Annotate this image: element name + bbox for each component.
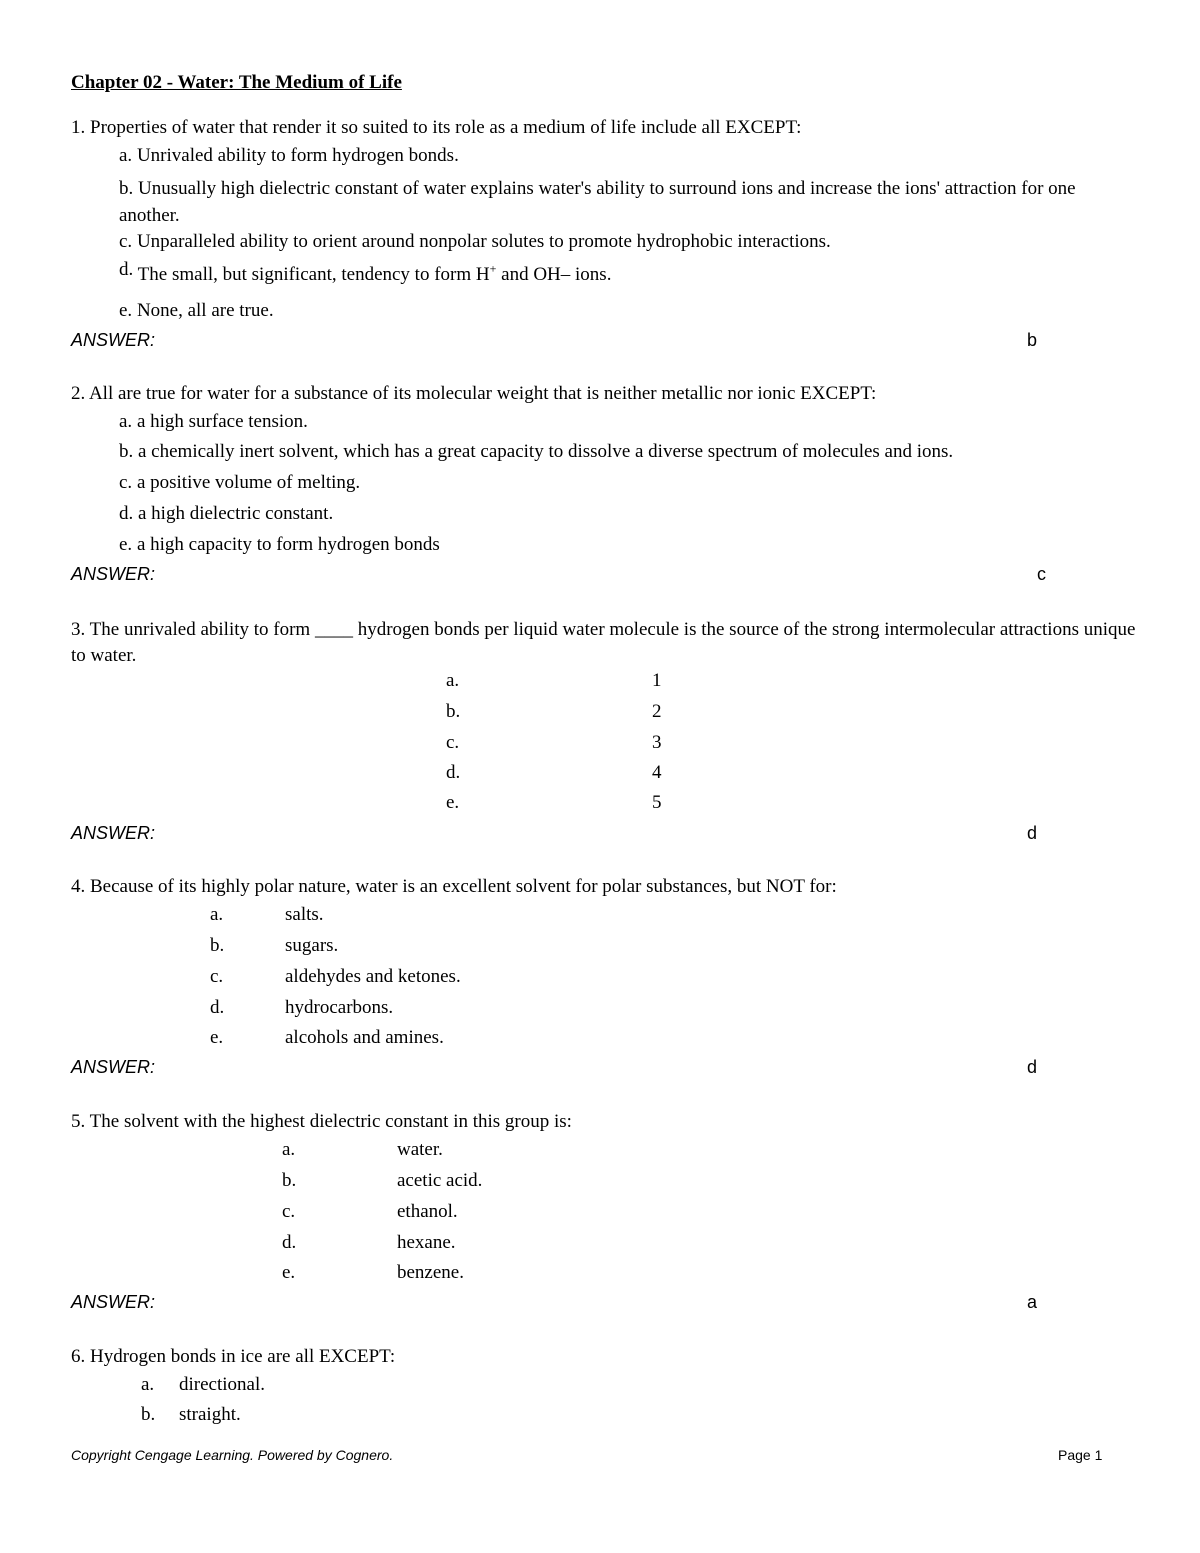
answer-value: d (1027, 823, 1038, 843)
option-text-c: ethanol. (397, 1201, 458, 1222)
answer-label: ANSWER: (71, 330, 156, 350)
option-text-b: sugars. (285, 935, 339, 956)
option-letter-d: d. (282, 1232, 297, 1253)
option-text: a positive volume of melting. (136, 472, 361, 493)
option-text-e: 5 (652, 792, 662, 813)
option-letter-c: c. (282, 1201, 296, 1222)
footer-copyright: Copyright Cengage Learning. Powered by Cognero. (71, 1447, 394, 1463)
option-letter-d: d. (446, 762, 461, 783)
option-text-a: salts. (285, 904, 324, 925)
option-a (119, 411, 308, 433)
option-letter-b: b. (210, 935, 225, 956)
option-text-b: 2 (652, 701, 662, 722)
option-letter: c. (119, 231, 133, 252)
answer-label: ANSWER: (71, 564, 156, 584)
option-text-e: alcohols and amines. (285, 1027, 444, 1048)
answer-value: b (1027, 330, 1038, 350)
option-text: Unrivaled ability to form hydrogen bonds. (136, 145, 459, 166)
option-text: a high dielectric constant. (138, 503, 334, 524)
option-d (119, 259, 612, 286)
answer-value: a (1027, 1292, 1038, 1312)
answer-label: ANSWER: (71, 823, 156, 843)
question-stem: 5. The solvent with the highest dielectric constant in this group is: (71, 1111, 572, 1132)
option-letter: b. (119, 178, 134, 199)
option-letter: e. (119, 300, 133, 321)
option-b (119, 441, 953, 463)
option-text-a: 1 (652, 670, 662, 691)
option-letter-a: a. (141, 1374, 155, 1395)
option-d (119, 503, 333, 525)
option-b (119, 175, 1079, 229)
option-letter: d. (119, 259, 134, 281)
question-stem: 1. Properties of water that render it so suited to its role as a medium of life include all EXCEPT: (71, 117, 802, 138)
option-letter-e: e. (446, 792, 460, 813)
option-text: Unparalleled ability to orient around nonpolar solutes to promote hydrophobic interactions. (136, 231, 831, 252)
option-e (119, 534, 440, 556)
option-a (119, 145, 459, 167)
chapter-title: Chapter 02 - Water: The Medium of Life (71, 72, 402, 93)
question-stem: 6. Hydrogen bonds in ice are all EXCEPT: (71, 1346, 396, 1367)
answer-value: d (1027, 1057, 1038, 1077)
question-stem: 3. The unrivaled ability to form ____ hydrogen bonds per liquid water molecule is the source of the strong intermolecular attractions unique to water. (71, 619, 1136, 666)
superscript-plus: + (489, 262, 497, 276)
option-text-b: straight. (179, 1404, 241, 1425)
option-letter-d: d. (210, 997, 225, 1018)
option-text: a high capacity to form hydrogen bonds (136, 534, 440, 555)
option-text (138, 264, 612, 285)
option-text-e: benzene. (397, 1262, 464, 1283)
option-letter: d. (119, 503, 134, 524)
option-c (119, 231, 831, 253)
footer-page-number: Page 1 (1058, 1447, 1103, 1463)
option-letter-e: e. (210, 1027, 224, 1048)
option-text: a chemically inert solvent, which has a great capacity to dissolve a diverse spectrum of molecules and ions. (138, 441, 954, 462)
option-letter-b: b. (141, 1404, 156, 1425)
option-text: None, all are true. (136, 300, 274, 321)
option-letter: e. (119, 534, 133, 555)
option-text-a: directional. (179, 1374, 265, 1395)
option-letter-c: c. (446, 732, 460, 753)
option-text-d: hydrocarbons. (285, 997, 394, 1018)
option-text-b: acetic acid. (397, 1170, 483, 1191)
option-e (119, 300, 274, 322)
option-text-c: aldehydes and ketones. (285, 966, 461, 987)
option-text: a high surface tension. (136, 411, 308, 432)
option-letter: b. (119, 441, 134, 462)
option-letter-a: a. (446, 670, 460, 691)
answer-label: ANSWER: (71, 1057, 156, 1077)
option-letter-b: b. (282, 1170, 297, 1191)
option-letter: a. (119, 145, 133, 166)
option-text-after: and OH– ions. (496, 264, 612, 286)
question-stem: 2. All are true for water for a substance of its molecular weight that is neither metallic nor ionic EXCEPT: (71, 383, 877, 404)
answer-value: c (1037, 564, 1046, 584)
option-text-d: hexane. (397, 1232, 456, 1253)
answer-label: ANSWER: (71, 1292, 156, 1312)
option-text-c: 3 (652, 732, 662, 753)
option-letter-e: e. (282, 1262, 296, 1283)
option-letter-b: b. (446, 701, 461, 722)
option-text-before: The small, but significant, tendency to form H (137, 264, 490, 286)
option-c (119, 472, 360, 494)
option-text-a: water. (397, 1139, 443, 1160)
option-letter: c. (119, 472, 133, 493)
option-letter: a. (119, 411, 133, 432)
question-stem: 4. Because of its highly polar nature, water is an excellent solvent for polar substances, but NOT for: (71, 876, 837, 897)
option-letter-a: a. (210, 904, 224, 925)
option-text-d: 4 (652, 762, 662, 783)
option-text: Unusually high dielectric constant of water explains water's ability to surround ions and increase the ions' attraction for one another. (119, 178, 1076, 226)
option-letter-c: c. (210, 966, 224, 987)
option-letter-a: a. (282, 1139, 296, 1160)
